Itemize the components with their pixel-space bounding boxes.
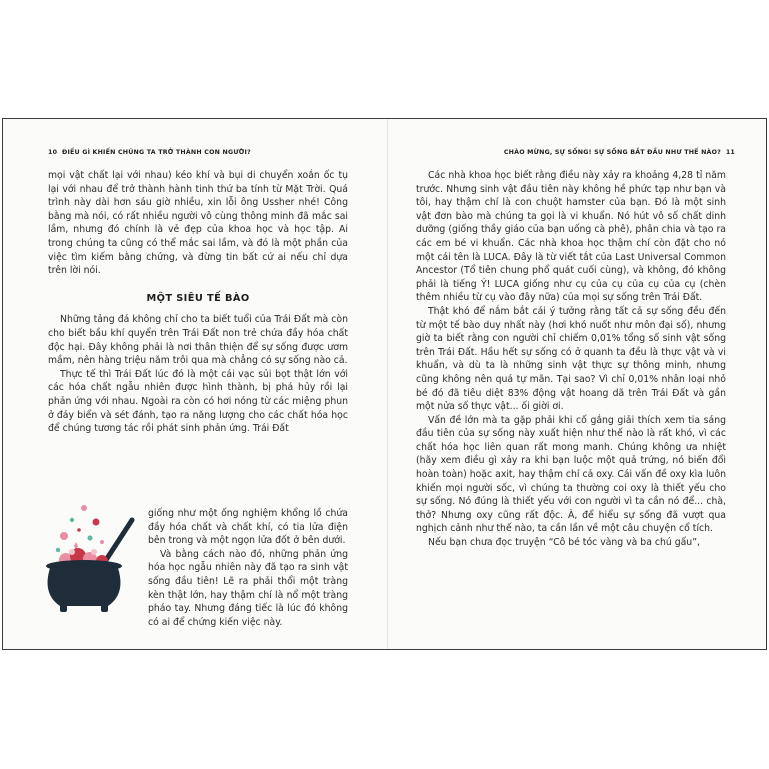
cauldron-illustration <box>44 498 146 616</box>
left-paragraph-3: Và bằng cách nào đó, những phản ứng hóa học ngẫu nhiên này đã tạo ra sinh vật sống đầu tiên! Lẽ ra phải thổi một tràng kèn thật lớn, hay thậm chí là nổ một tràng pháo tay. Nhưng đáng tiếc là lúc đó không có ai để chứng kiến việc này. <box>148 548 349 628</box>
right-paragraph-2: Thật khó để nắm bắt cái ý tưởng rằng tất cả sự sống đều đến từ một tế bào duy nhất này (hơi khó nuốt như môn đại số), nhưng giờ ta biết rằng con người chỉ chiếm 0,01% tổng số sinh vật sống trên Trái Đất. Hầu hết sự sống có ở quanh ta đều là thực vật và vi khuẩn, và dù ta là những sinh vật thực sự thông minh, nhưng cũng không nên quá tự mãn. Tại sao? Vì chỉ 0,01% nhân loại nhỏ bé đó đã tiêu diệt 83% động vật hoang dã trên Trái Đất và gần một nửa số thực vật... ối giời ơi. <box>416 305 726 413</box>
section-heading: MỘT SIÊU TẾ BÀO <box>146 292 250 304</box>
left-intro-paragraph: mọi vật chất lại với nhau) kéo khí và bụi di chuyển xoắn ốc tụ lại với nhau để trở thành hành tinh thứ ba tính từ Mặt Trời. Quá trình này dài hơn sáu giờ nhiều, xin lỗi ông Ussher nhé! Công bằng mà nói, có rất nhiều người vô cùng thông minh đã mắc sai lầm, nhưng đó chính là vẻ đẹp của khoa học và học tập. Ai trong chúng ta cũng có thể mắc sai lầm, và đó là một phần của việc tìm kiếm bằng chứng, và đừng tin bất cứ ai nếu chỉ dựa trên lời nói. <box>48 170 348 277</box>
left-running-head <box>48 149 251 156</box>
left-paragraph-2-continued: giống như một ống nghiệm khổng lồ chứa đầy hóa chất và chất khí, có tia lửa điện bên trong và một ngọn lửa đốt ở bên dưới. <box>148 508 348 547</box>
left-paragraph-1: Những tảng đá không chỉ cho ta biết tuổi của Trái Đất mà còn cho biết bầu khí quyển trên Trái Đất non trẻ chứa đầy hóa chất độc hại. Đây không phải là nơi thân thiện để sự sống được ươm mầm, nên hàng triệu năm trôi qua mà chẳng có sự sống nào cả. <box>48 314 348 367</box>
right-page-body <box>416 169 726 550</box>
right-paragraph-4: Nếu bạn chưa đọc truyện “Cô bé tóc vàng và ba chú gấu”, <box>428 537 700 549</box>
book-spread <box>2 118 767 650</box>
right-paragraph-3: Vấn đề lớn mà ta gặp phải khi cố gắng giải thích xem tia sáng đầu tiên của sự sống này xuất hiện như thế nào là rất khó, vì các chất hóa học liên quan rất mong manh. Chúng không ưa nhiệt (hãy xem điều gì xảy ra khi bạn luộc một quả trứng, nó biến đổi hoàn toàn) hoặc axit, hay thậm chí cả oxy. Cái vấn đề oxy kìa luôn khiến mọi người sốc, vì chúng ta thường coi oxy là thiết yếu cho sự sống. Nó đúng là thiết yếu với con người vì ta cần nó để... chà, thở? Nhưng oxy cũng rất độc. À, để hiểu sự sống đã vượt qua nghịch cảnh như thế nào, ta cần lần về một câu chuyện cổ tích. <box>416 414 726 535</box>
right-running-head <box>504 149 735 156</box>
right-running-title: CHÀO MỪNG, SỰ SỐNG! SỰ SỐNG BẮT ĐẦU NHƯ THẾ NÀO? <box>503 149 722 156</box>
right-paragraph-1: Các nhà khoa học biết rằng điều này xảy ra khoảng 4,28 tỉ năm trước. Nhưng sinh vật đầu tiên này không hề phức tạp như bạn và tôi, hay thậm chí là con chuột hamster của bạn. Đó là một sinh vật đơn bào mà chúng ta gọi là vi khuẩn. Nó hút vô số chất dinh dưỡng (giống thầy giáo của bạn uống cà phê), phân chia và tạo ra các em bé vi khuẩn. Các nhà khoa học thậm chí còn đặt cho nó một cái tên là LUCA. Đây là từ viết tắt của Last Universal Common Ancestor (Tổ tiên chung phổ quát cuối cùng), và không, đó không phải là tiếng Ý! LUCA giống như cụ của cụ của cụ của cụ (chèn thêm nhiều từ cụ vào đây nữa) của mọi sự sống trên Trái Đất. <box>416 170 726 304</box>
left-wrapped-text <box>148 507 348 629</box>
right-page-number: 11 <box>725 149 735 156</box>
page-gutter <box>387 119 388 649</box>
left-running-title: ĐIỀU GÌ KHIẾN CHÚNG TA TRỞ THÀNH CON NGƯỜI? <box>61 149 251 156</box>
left-page-number: 10 <box>48 149 58 156</box>
left-page-body <box>48 169 348 436</box>
left-paragraph-2: Thực tế thì Trái Đất lúc đó là một cái vạc sủi bọt thật lớn với các hóa chất ngẫu nhiên được hình thành, bị phá hủy rồi lại phản ứng với nhau. Ngoài ra còn có hơi nóng từ các miệng phun ở đáy biển và sét đánh, tạo ra năng lượng cho các chất hóa học để chúng tương tác rồi phát sinh phản ứng. Trái Đất <box>48 368 348 435</box>
